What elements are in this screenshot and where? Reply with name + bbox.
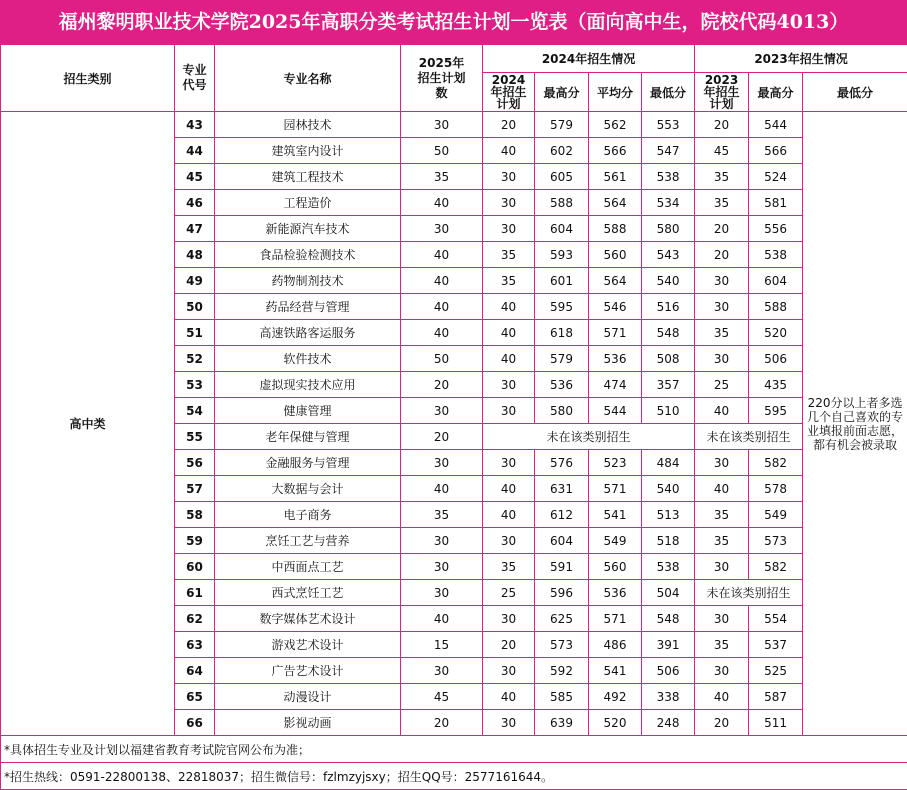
max-2024: 591: [535, 554, 589, 580]
major-code: 44: [175, 138, 215, 164]
major-name: 健康管理: [215, 398, 401, 424]
header-category: 招生类别: [1, 45, 175, 112]
plan-2024: 30: [483, 658, 535, 684]
min-2024: 516: [642, 294, 695, 320]
major-code: 43: [175, 112, 215, 138]
plan-2024: 40: [483, 502, 535, 528]
max-2024: 601: [535, 268, 589, 294]
plan-2023: 35: [695, 528, 749, 554]
header-plan-2023: [695, 73, 749, 112]
plan-2024: 30: [483, 372, 535, 398]
major-code: 64: [175, 658, 215, 684]
max-2024: 639: [535, 710, 589, 736]
major-code: 58: [175, 502, 215, 528]
max-2023: 520: [749, 320, 803, 346]
plan-2024: 30: [483, 606, 535, 632]
plan-2023: 30: [695, 658, 749, 684]
header-major: 专业名称: [215, 45, 401, 112]
avg-2024: 564: [589, 268, 642, 294]
footer-hotline: *招生热线：0591-22800138、22818037；招生微信号：fzlmzyjsxy；招生QQ号：2577161644。: [1, 763, 907, 790]
avg-2024: 571: [589, 320, 642, 346]
max-2024: 579: [535, 112, 589, 138]
plan-2023: 35: [695, 632, 749, 658]
min-2024: 540: [642, 476, 695, 502]
max-2024: 585: [535, 684, 589, 710]
plan-2025: 40: [401, 294, 483, 320]
max-2023: 544: [749, 112, 803, 138]
major-code: 53: [175, 372, 215, 398]
plan-2023: 20: [695, 710, 749, 736]
max-2024: 592: [535, 658, 589, 684]
min-2024: 484: [642, 450, 695, 476]
avg-2024: 566: [589, 138, 642, 164]
major-code: 62: [175, 606, 215, 632]
major-name: 新能源汽车技术: [215, 216, 401, 242]
major-name: 工程造价: [215, 190, 401, 216]
page-title: 福州黎明职业技术学院2025年高职分类考试招生计划一览表（面向高中生，院校代码4013）: [0, 0, 907, 44]
avg-2024: 571: [589, 476, 642, 502]
major-name: 广告艺术设计: [215, 658, 401, 684]
plan-2023: 30: [695, 606, 749, 632]
max-2023: 582: [749, 450, 803, 476]
avg-2024: 546: [589, 294, 642, 320]
note-2024: 未在该类别招生: [483, 424, 695, 450]
major-code: 60: [175, 554, 215, 580]
max-2023: 554: [749, 606, 803, 632]
plan-2023: 35: [695, 502, 749, 528]
max-2023: 511: [749, 710, 803, 736]
min-2024: 548: [642, 606, 695, 632]
min-2024: 547: [642, 138, 695, 164]
min-2024: 391: [642, 632, 695, 658]
major-name: 园林技术: [215, 112, 401, 138]
major-name: 药物制剂技术: [215, 268, 401, 294]
plan-2024: 35: [483, 242, 535, 268]
plan-2025: 20: [401, 710, 483, 736]
plan-2023: 30: [695, 294, 749, 320]
max-2024: 631: [535, 476, 589, 502]
table-row: [1, 112, 907, 138]
max-2023: 556: [749, 216, 803, 242]
avg-2024: 536: [589, 346, 642, 372]
major-code: 59: [175, 528, 215, 554]
major-name: 食品检验检测技术: [215, 242, 401, 268]
max-2023: 537: [749, 632, 803, 658]
max-2024: 593: [535, 242, 589, 268]
category-cell: 高中类: [1, 112, 175, 736]
plan-2024: 30: [483, 216, 535, 242]
major-code: 48: [175, 242, 215, 268]
min-2024: 534: [642, 190, 695, 216]
max-2024: 576: [535, 450, 589, 476]
plan-2023: 20: [695, 242, 749, 268]
plan-2025: 15: [401, 632, 483, 658]
plan-2025: 35: [401, 164, 483, 190]
plan-2025: 45: [401, 684, 483, 710]
plan-2025: 40: [401, 190, 483, 216]
plan-2025: 30: [401, 580, 483, 606]
max-2023: 604: [749, 268, 803, 294]
min-2024: 538: [642, 554, 695, 580]
major-code: 66: [175, 710, 215, 736]
note-2023: 未在该类别招生: [695, 424, 803, 450]
max-2023: 578: [749, 476, 803, 502]
major-code: 52: [175, 346, 215, 372]
plan-2025: 20: [401, 424, 483, 450]
max-2023: 524: [749, 164, 803, 190]
max-2024: 612: [535, 502, 589, 528]
major-name: 软件技术: [215, 346, 401, 372]
min-2024: 510: [642, 398, 695, 424]
max-2024: 536: [535, 372, 589, 398]
avg-2024: 541: [589, 502, 642, 528]
plan-2023: 20: [695, 112, 749, 138]
avg-2024: 571: [589, 606, 642, 632]
max-2023: 587: [749, 684, 803, 710]
avg-2024: 544: [589, 398, 642, 424]
plan-2023: 40: [695, 398, 749, 424]
header-plan-2025: [401, 45, 483, 112]
avg-2024: 561: [589, 164, 642, 190]
plan-2024: 40: [483, 138, 535, 164]
avg-2024: 541: [589, 658, 642, 684]
header-max-2023: 最高分: [749, 73, 803, 112]
plan-2025: 30: [401, 528, 483, 554]
max-2024: 580: [535, 398, 589, 424]
major-name: 游戏艺术设计: [215, 632, 401, 658]
note-2023: 未在该类别招生: [695, 580, 803, 606]
header-plan-2025-text: 2025年招生计划数: [414, 56, 470, 101]
max-2023: 538: [749, 242, 803, 268]
major-name: 影视动画: [215, 710, 401, 736]
major-code: 49: [175, 268, 215, 294]
plan-2024: 30: [483, 164, 535, 190]
plan-2025: 40: [401, 242, 483, 268]
max-2023: 549: [749, 502, 803, 528]
plan-2025: 30: [401, 216, 483, 242]
major-code: 47: [175, 216, 215, 242]
admissions-table: [0, 44, 907, 790]
min-2024: 553: [642, 112, 695, 138]
max-2024: 625: [535, 606, 589, 632]
plan-2025: 30: [401, 112, 483, 138]
header-plan-2024: [483, 73, 535, 112]
major-name: 建筑室内设计: [215, 138, 401, 164]
header-code: [175, 45, 215, 112]
min-2024: 506: [642, 658, 695, 684]
major-name: 大数据与会计: [215, 476, 401, 502]
max-2024: 604: [535, 216, 589, 242]
max-2024: 579: [535, 346, 589, 372]
major-name: 西式烹饪工艺: [215, 580, 401, 606]
header-plan-2024-text: 2024年招生计划: [489, 74, 529, 110]
plan-2023: 35: [695, 320, 749, 346]
max-2024: 604: [535, 528, 589, 554]
max-2024: 596: [535, 580, 589, 606]
max-2024: 595: [535, 294, 589, 320]
plan-2023: 35: [695, 164, 749, 190]
plan-2024: 20: [483, 632, 535, 658]
plan-2024: 20: [483, 112, 535, 138]
major-name: 建筑工程技术: [215, 164, 401, 190]
plan-2023: 20: [695, 216, 749, 242]
max-2023: 582: [749, 554, 803, 580]
plan-2024: 30: [483, 190, 535, 216]
max-2023: 525: [749, 658, 803, 684]
plan-2024: 40: [483, 346, 535, 372]
plan-2025: 50: [401, 346, 483, 372]
major-code: 55: [175, 424, 215, 450]
avg-2024: 520: [589, 710, 642, 736]
plan-2023: 30: [695, 268, 749, 294]
plan-2025: 30: [401, 658, 483, 684]
avg-2024: 536: [589, 580, 642, 606]
max-2023: 581: [749, 190, 803, 216]
plan-2025: 30: [401, 398, 483, 424]
max-2023: 506: [749, 346, 803, 372]
plan-2025: 20: [401, 372, 483, 398]
plan-2024: 40: [483, 320, 535, 346]
min-2024: 540: [642, 268, 695, 294]
plan-2023: 30: [695, 346, 749, 372]
major-name: 数字媒体艺术设计: [215, 606, 401, 632]
max-2024: 602: [535, 138, 589, 164]
plan-2025: 40: [401, 320, 483, 346]
max-2023: 588: [749, 294, 803, 320]
min-2024: 580: [642, 216, 695, 242]
major-code: 65: [175, 684, 215, 710]
major-code: 57: [175, 476, 215, 502]
min-2024: 357: [642, 372, 695, 398]
plan-2024: 30: [483, 398, 535, 424]
major-name: 中西面点工艺: [215, 554, 401, 580]
major-code: 51: [175, 320, 215, 346]
plan-2025: 40: [401, 268, 483, 294]
major-name: 电子商务: [215, 502, 401, 528]
major-name: 动漫设计: [215, 684, 401, 710]
header-plan-2023-text: 2023年招生计划: [702, 74, 742, 110]
plan-2024: 25: [483, 580, 535, 606]
max-2024: 605: [535, 164, 589, 190]
avg-2024: 486: [589, 632, 642, 658]
plan-2023: 30: [695, 450, 749, 476]
avg-2024: 588: [589, 216, 642, 242]
header-min-2023: 最低分: [803, 73, 907, 112]
plan-2025: 30: [401, 450, 483, 476]
major-name: 虚拟现实技术应用: [215, 372, 401, 398]
header-2024: 2024年招生情况: [483, 45, 695, 73]
plan-2024: 35: [483, 268, 535, 294]
major-code: 63: [175, 632, 215, 658]
major-code: 54: [175, 398, 215, 424]
plan-2023: 40: [695, 476, 749, 502]
plan-2023: 25: [695, 372, 749, 398]
min-2024: 513: [642, 502, 695, 528]
major-name: 药品经营与管理: [215, 294, 401, 320]
header-code-text: 专业代号: [181, 63, 209, 93]
plan-2024: 30: [483, 450, 535, 476]
major-name: 高速铁路客运服务: [215, 320, 401, 346]
min-2024: 518: [642, 528, 695, 554]
min-2024: 543: [642, 242, 695, 268]
avg-2024: 549: [589, 528, 642, 554]
min-2024: 504: [642, 580, 695, 606]
plan-2023: 40: [695, 684, 749, 710]
major-code: 61: [175, 580, 215, 606]
header-2023: 2023年招生情况: [695, 45, 907, 73]
plan-2024: 40: [483, 294, 535, 320]
plan-2024: 40: [483, 476, 535, 502]
avg-2024: 474: [589, 372, 642, 398]
plan-2023: 45: [695, 138, 749, 164]
max-2023: 595: [749, 398, 803, 424]
plan-2024: 35: [483, 554, 535, 580]
header-min-2024: 最低分: [642, 73, 695, 112]
max-2023: 573: [749, 528, 803, 554]
plan-2024: 40: [483, 684, 535, 710]
major-code: 56: [175, 450, 215, 476]
max-2023: 566: [749, 138, 803, 164]
footer-note: *具体招生专业及计划以福建省教育考试院官网公布为准；: [1, 736, 907, 763]
major-name: 金融服务与管理: [215, 450, 401, 476]
avg-2024: 492: [589, 684, 642, 710]
plan-2023: 30: [695, 554, 749, 580]
major-code: 45: [175, 164, 215, 190]
avg-2024: 560: [589, 554, 642, 580]
min-2024: 248: [642, 710, 695, 736]
plan-2023: 35: [695, 190, 749, 216]
header-avg-2024: 平均分: [589, 73, 642, 112]
major-name: 烹饪工艺与营养: [215, 528, 401, 554]
min-2023-note: 220分以上者多选几个自己喜欢的专业填报前面志愿，都有机会被录取: [803, 112, 907, 736]
min-2024: 538: [642, 164, 695, 190]
plan-2025: 40: [401, 476, 483, 502]
avg-2024: 562: [589, 112, 642, 138]
major-name: 老年保健与管理: [215, 424, 401, 450]
max-2023: 435: [749, 372, 803, 398]
header-max-2024: 最高分: [535, 73, 589, 112]
plan-2025: 35: [401, 502, 483, 528]
avg-2024: 523: [589, 450, 642, 476]
max-2024: 588: [535, 190, 589, 216]
plan-2024: 30: [483, 528, 535, 554]
plan-2025: 30: [401, 554, 483, 580]
plan-2024: 30: [483, 710, 535, 736]
max-2024: 573: [535, 632, 589, 658]
major-code: 50: [175, 294, 215, 320]
plan-2025: 50: [401, 138, 483, 164]
major-code: 46: [175, 190, 215, 216]
min-2024: 338: [642, 684, 695, 710]
max-2024: 618: [535, 320, 589, 346]
min-2024: 548: [642, 320, 695, 346]
avg-2024: 564: [589, 190, 642, 216]
plan-2025: 40: [401, 606, 483, 632]
min-2024: 508: [642, 346, 695, 372]
avg-2024: 560: [589, 242, 642, 268]
